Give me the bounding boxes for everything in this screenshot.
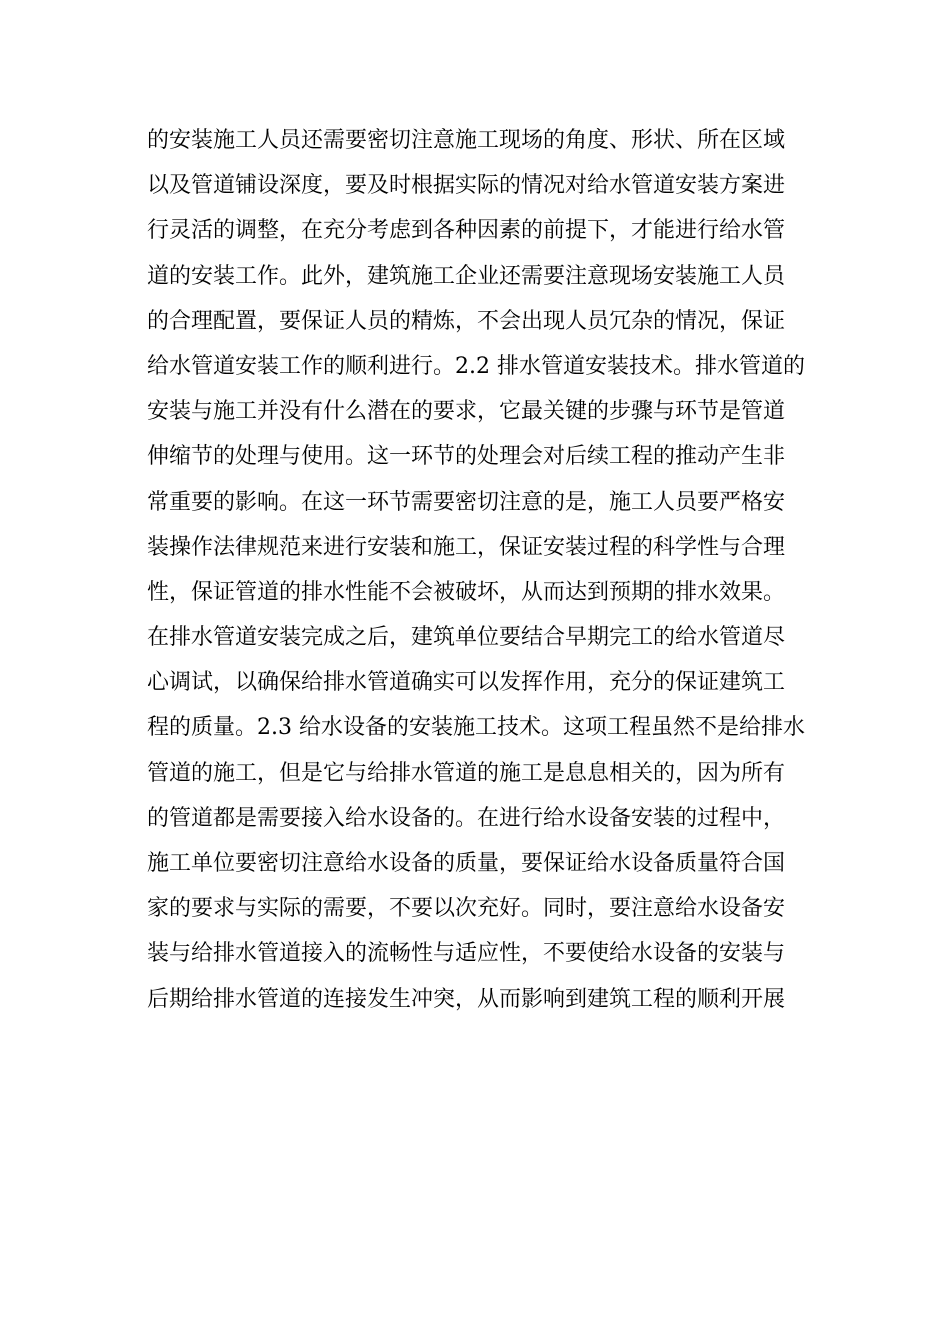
text-line: 家的要求与实际的需要，不要以次充好。同时，要注意给水设备安	[147, 896, 786, 922]
text-line: 常重要的影响。在这一环节需要密切注意的是，施工人员要严格安	[147, 489, 786, 515]
text-line: 道的安装工作。此外，建筑施工企业还需要注意现场安装施工人员	[147, 263, 786, 289]
text-line: 装操作法律规范来进行安装和施工，保证安装过程的科学性与合理	[147, 534, 786, 560]
text-line: 安装与施工并没有什么潜在的要求，它最关键的步骤与环节是管道	[147, 399, 786, 425]
body-paragraph	[147, 118, 817, 1022]
text-line: 性，保证管道的排水性能不会被破坏，从而达到预期的排水效果。	[147, 579, 786, 605]
text-line: 心调试，以确保给排水管道确实可以发挥作用，充分的保证建筑工	[147, 670, 786, 696]
text-line: 的管道都是需要接入给水设备的。在进行给水设备安装的过程中，	[147, 805, 786, 831]
text-line: 给水管道安装工作的顺利进行。2.2 排水管道安装技术。排水管道的	[147, 353, 805, 379]
text-line: 的安装施工人员还需要密切注意施工现场的角度、形状、所在区域	[147, 128, 786, 153]
text-line: 装与给排水管道接入的流畅性与适应性，不要使给水设备的安装与	[147, 941, 786, 967]
text-line: 以及管道铺设深度，要及时根据实际的情况对给水管道安装方案进	[147, 173, 786, 199]
text-line: 的合理配置，要保证人员的精炼，不会出现人员冗杂的情况，保证	[147, 308, 786, 334]
text-line: 施工单位要密切注意给水设备的质量，要保证给水设备质量符合国	[147, 851, 786, 876]
text-line: 在排水管道安装完成之后，建筑单位要结合早期完工的给水管道尽	[147, 625, 786, 651]
text-line: 伸缩节的处理与使用。这一环节的处理会对后续工程的推动产生非	[147, 444, 786, 470]
text-line: 后期给排水管道的连接发生冲突，从而影响到建筑工程的顺利开展	[147, 986, 786, 1012]
text-line: 程的质量。2.3 给水设备的安装施工技术。这项工程虽然不是给排水	[147, 715, 805, 741]
text-line: 管道的施工，但是它与给排水管道的施工是息息相关的，因为所有	[147, 760, 786, 786]
text-line: 行灵活的调整，在充分考虑到各种因素的前提下，才能进行给水管	[147, 218, 786, 244]
